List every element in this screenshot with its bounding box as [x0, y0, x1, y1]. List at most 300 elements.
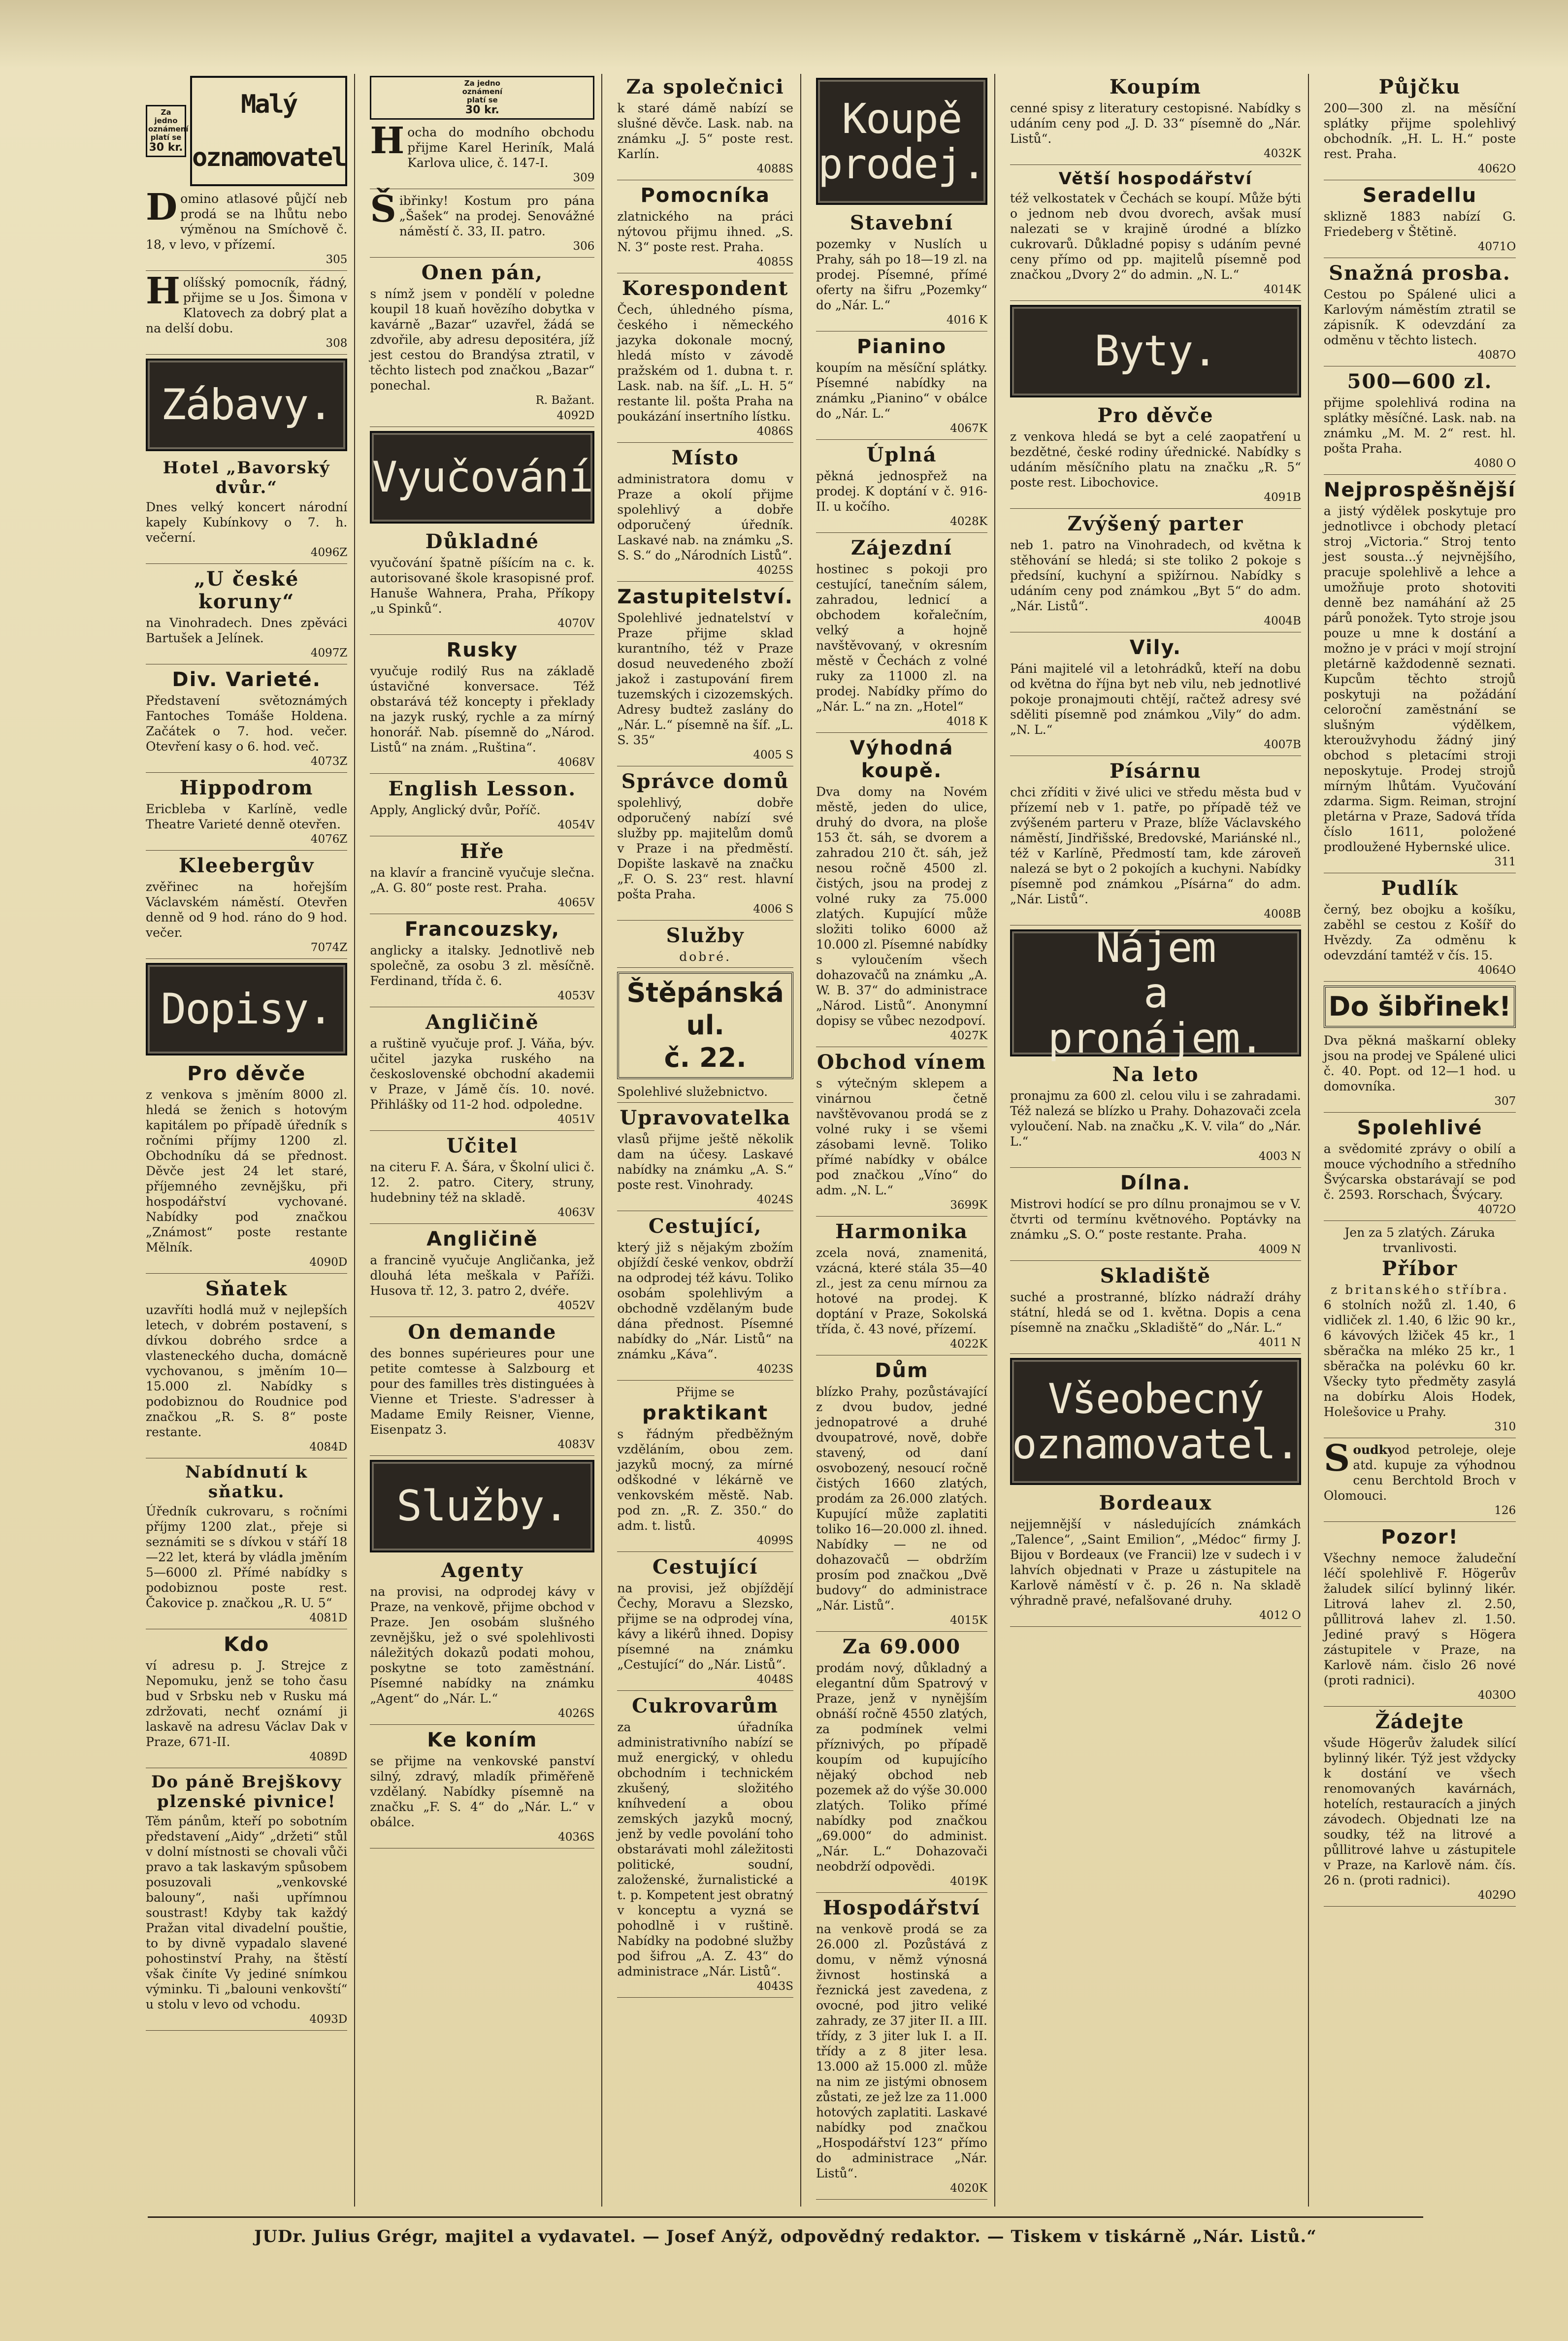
ad-heading: Písárnu [1109, 759, 1202, 783]
ad-body: des bonnes supérieures pour une petite comtesse à Salzbourg et pour des familles très distinguées à Vienne et Trieste. S'adresser à Madame Emily Reisner, Vienne, Eisenpatz 3. [370, 1346, 595, 1437]
ad-code: 4009 N [1258, 1243, 1301, 1256]
ad-code: 3699K [950, 1199, 987, 1212]
ad-code: 4084D [309, 1441, 348, 1453]
ad-code: 4053V [557, 989, 595, 1002]
ad-body: Všechny nemoce žaludeční léčí spolehlivě F. Högerův žaludek silící bylinný likér. Litrová lahev zl. 2.50, půllitrová lahev zl. 1.50. Jediné pravý s Högera zástupitele v Praze, na Karlově nám. čislo 26 nové (proti radnici). [1323, 1551, 1516, 1687]
column-5-ads [1010, 76, 1301, 1627]
ad-heading: Upravovatelka [620, 1106, 791, 1129]
ad-body: přijme spolehlivá rodina na splátky měsíčné. Lask. nab. na známku „M. M. 2“ rest. hl. pošta Praha. [1323, 396, 1516, 456]
classified-ad [370, 1321, 594, 1456]
ad-body: ibřinky! Kostum pro pána „Šašek“ na prodej. Senovážné náměstí č. 33, II. patro. [399, 194, 595, 238]
ad-code: 305 [326, 253, 348, 266]
ad-body: Dva pěkná maškarní obleky jsou na prodej ve Spálené ulici č. 40. Popt. od 12—1 hod. u domovníka. [1323, 1033, 1516, 1093]
ad-body: prodám nový, důkladný a elegantní dům Spatrový v Praze, jenž v nynějším obnáší ročně 4550 zlatých, za podmínek velmi příznivých, po případě koupím od kupujícího nějaký obchod neb pozemek až do výše 30.000 zlatých. Toliko přímé nabídky pod značkou „69.000“ do administ. „Nár. L.“ Dohazovači neobdrží odpovědi. [816, 1661, 987, 1874]
section-line: pronájem. [1047, 1014, 1264, 1062]
ad-body: 6 stolních nožů zl. 1.40, 6 vidliček zl. 1.40, 6 lžic 90 kr., 6 kávových lžiček 45 kr., 1 sběračka na mléko 25 kr., 1 sběračka na polévku 60 kr. Všecky tyto předměty zasylá na dobírku Alois Hodek, Holešovice u Prahy. [1323, 1298, 1516, 1419]
ad-heading: Korespondent [622, 277, 789, 300]
ad-heading: praktikant [642, 1402, 769, 1424]
classified-ad [1010, 1172, 1301, 1261]
classified-ad [1010, 636, 1301, 756]
ad-code: 4090D [309, 1256, 348, 1269]
ad-body: Apply, Anglický dvůr, Poříč. [370, 803, 541, 817]
ad-body: uzavříti hodlá muž v nejlepších letech, v dobrém postavení, s dívkou dobrého srdce a vlasteneckého ducha, domácně vychovanou, s jměním 10—15.000 zl. Nabídky s podobiznou do Roudnice pod značkou „R. S. 8“ poste restante. [146, 1303, 348, 1439]
ad-code: 4015K [950, 1614, 987, 1627]
section-header-najem [1010, 923, 1301, 1062]
ad-code: 4067K [950, 422, 987, 435]
ad-code: 4096Z [310, 546, 348, 559]
ad-body: na venkově prodá se za 26.000 zl. Pozůstává z domu, v němž výnosná živnost hostinská a řeznická jest zavedena, z ovocné, pod jitro veliké zahrady, ze 37 jiter II. a III. třídy, z 3 jiter luk I. a II. třídy a z 8 jiter lesa. 13.000 až 15.000 zl. může na nim ze jistými obnosem zůstati, ze jež lze za 11.000 hotových zaplatiti. Laskavé nabídky pod značkou „Hospodářství 123“ přímo do administrace „Nár. Listů“. [816, 1922, 987, 2180]
ad-heading: Pro děvče [1097, 404, 1214, 427]
ad-body: na klavír a francině vyučuje slečna. „A. G. 80“ poste rest. Praha. [370, 865, 595, 895]
classified-ad [370, 639, 594, 774]
ad-heading: Správce domů [621, 770, 789, 793]
ad-body: s nímž jsem v pondělí v poledne koupil 18 kuaň hovězího dobytka v kavárně „Bazar“ uzavřel, žádá se zdvořile, aby adresu depositéra, jíž jest cestou do Brandýsa ztratil, v těchto listech pod značkou „Bazar“ ponechal. [370, 287, 595, 393]
ad-code: 4086S [756, 425, 793, 438]
ad-body: Představení světoznámých Fantoches Tomáše Holdena. Začátek o 7. hod. večer. Otevření kasy o 6. hod. več. [146, 693, 348, 754]
section-line: Nájem [1096, 923, 1215, 972]
classified-ad [617, 1215, 793, 1381]
classified-ad [1324, 370, 1516, 475]
ad-heading: Dílna. [1120, 1172, 1191, 1194]
classified-ad [816, 335, 987, 440]
classified-ad [146, 270, 348, 355]
classified-ad [146, 568, 347, 664]
ad-signature: R. Bažant. [535, 394, 595, 407]
classified-ad [816, 212, 987, 331]
classified-ad [146, 777, 347, 851]
classified-ad [816, 1051, 987, 1217]
classified-ad [617, 972, 793, 1103]
ad-body: ocha do modního obchodu přijme Karel Heriník, Malá Karlova ulice, č. 147-I. [407, 125, 595, 170]
classified-ad [370, 188, 595, 258]
classified-ad [1324, 262, 1516, 366]
ad-code: 4071O [1477, 240, 1516, 253]
ad-body: z venkova s jměním 8000 zl. hledá se ženich s hotovým kapitálem po případě úředník s ročními příjmy 1200 zl. Obchodníku dá se přednost. Děvče jest 24 let staré, příjemného zevnějšku, při hospodářství vychované. Nabídky pod značkou „Známost“ poste restante Mělník. [146, 1088, 348, 1254]
column-4 [813, 74, 995, 2207]
classified-ad [1323, 1437, 1516, 1522]
section-header-vseobecny [1010, 1358, 1301, 1485]
ad-heading: Úplná [866, 443, 937, 466]
classified-ad [370, 1228, 594, 1317]
ad-heading: Spolehlivé [1357, 1117, 1483, 1139]
ad-code: 4020K [950, 2182, 987, 2195]
ad-code: 4072O [1477, 1203, 1516, 1216]
classified-ad [370, 530, 594, 635]
classifieds-banner [146, 76, 347, 186]
ad-code: 7074Z [310, 941, 348, 954]
ad-heading: Seradellu [1362, 184, 1477, 207]
ad-code: 4065V [557, 896, 595, 909]
ad-code: 4088S [756, 163, 793, 175]
classified-ad [617, 447, 793, 582]
ad-body: Těm pánům, kteří po sobotním představení „Aidy“ „držeti“ stůl v dolní místnosti se chovali vůči pravo a tak laskavým spůsobem posuzovali „venkovské balouny“, naši upřímnou soustrast! Kdyby tak každý Pražan vital divadelní pouštie, to by divně vypadalo slavené pohostinství Prahy, na štěstí však činíte Vy jediné snímkou výminku. Ti „balouni venkovští“ u stolu v levo od vchodu. [146, 1814, 348, 2011]
ad-heading: Půjčku [1378, 75, 1461, 99]
classified-ad [1010, 1063, 1301, 1168]
ad-heading: Hotel „Bavorský dvůr.“ [163, 458, 330, 497]
classified-ad [1324, 184, 1516, 258]
banner-note-line: oznámení [148, 125, 189, 133]
ad-heading: Div. Varieté. [172, 668, 321, 691]
ad-body: z venkova hledá se byt a celé zaopatření u bezdětné, české rodiny úřednické. Nabídky s udáním měsíčního platu na značku „R. 5“ poste rest. Libochovice. [1010, 429, 1301, 490]
ad-heading: Bordeaux [1099, 1491, 1212, 1515]
ad-code: 4012 O [1259, 1609, 1301, 1622]
classified-ad [617, 1107, 793, 1211]
classified-ad [816, 1359, 987, 1632]
imprint-footer: JUDr. Julius Grégr, majitel a vydavatel. — Josef Anýž, odpovědný redaktor. — Tiskem v tiskárně „Nár. Listů.“ [148, 2216, 1423, 2246]
ad-body: na citeru F. A. Šára, v Školní ulici č. 12. 2. patro. Citery, struny, hudebniny též na skladě. [370, 1160, 595, 1205]
ad-code: 4097Z [310, 647, 348, 659]
ad-code: 4032K [1264, 147, 1301, 160]
classified-ad [1010, 760, 1301, 925]
ad-body: 200—300 zl. na měsíční splátky přijme spolehlivý obchodník. „H. L. H.“ poste rest. Praha. [1323, 101, 1516, 161]
ad-heading: Zvýšený parter [1067, 512, 1244, 535]
ad-code: 307 [1494, 1095, 1516, 1108]
ad-heading: Za společnici [626, 75, 784, 99]
section-header-zabavy: Zábavy. [146, 359, 347, 451]
section-line: Všeobecný [1047, 1375, 1264, 1423]
ad-code: 4076Z [310, 833, 348, 846]
ad-heading: Učitel [446, 1134, 519, 1157]
ad-heading: Pozor! [1381, 1526, 1459, 1549]
classified-ad [1324, 76, 1516, 180]
column-3-ads [617, 76, 793, 1998]
ad-preline: Jen za 5 zlatých. Záruka trvanlivosti. [1344, 1225, 1495, 1255]
ad-body: Spolehlivé jednatelství v Praze přijme sklad kurantního, též v Praze dosud neuvedeného zboží jakož i zastupování firem tuzemských i cizozemských. Adresy budtež zaslány do „Nár. L.“ písemně na šíf. „L. S. 35“ [617, 611, 793, 747]
classified-ad [617, 1556, 793, 1691]
box-line: Štěpánská ul. [626, 977, 784, 1041]
ad-code: 4023S [756, 1363, 793, 1376]
ad-heading: Francouzsky, [404, 918, 560, 941]
classified-ad [1324, 1117, 1516, 1221]
ad-body: anglicky a italsky. Jednotlivě neb společně, za osobu 3 zl. měsíčně. Ferdinand, třída č. 6. [370, 943, 595, 988]
column-3 [614, 74, 801, 2207]
ad-code: 4081D [309, 1612, 348, 1624]
section-line: oznamovatel. [1012, 1420, 1299, 1468]
classified-ad [1324, 1526, 1516, 1707]
ad-body: suché a prostranné, blízko nádraží dráhy státní, hledá se od 1. května. Dopis a cena písemně na značku „Skladiště“ do „Nár. L.“ [1010, 1290, 1301, 1335]
classified-ad [370, 120, 595, 189]
classified-ad [1324, 1711, 1516, 1907]
column-1 [143, 74, 355, 2207]
classified-ad [370, 1729, 594, 1848]
classified-ad [146, 1062, 347, 1274]
ad-code: 4022K [950, 1338, 987, 1351]
ad-code: 4048S [756, 1673, 793, 1686]
classified-ad [1324, 1225, 1516, 1438]
ad-code: 4092D [556, 409, 595, 422]
ad-body: Spolehlivé služebnictvo. [617, 1085, 768, 1099]
ad-body: na Vinohradech. Dnes zpěváci Bartušek a Jelínek. [146, 616, 348, 645]
ad-code: 4006 S [753, 903, 793, 916]
ad-code: 4036S [558, 1831, 595, 1844]
ad-body: nejjemnější v následujících známkách „Talence“, „Saint Emilion“, „Médoc“ firmy J. Bijou v Bordeaux (ve Francii) lze v sudech i v lahvích objednati v Praze u zástupitele na Karlově náměstí v č. p. 26 n. Na skladě výhradně pravé, nefalšované druhy. [1010, 1517, 1301, 1608]
ad-body: s řádným předběžným vzděláním, obou zem. jazyků mocný, za mírné odškodné v lékárně ve venkovském městě. Nab. pod zn. „R. Z. 350.“ do adm. t. listů. [617, 1427, 793, 1533]
classified-ad [1010, 513, 1301, 632]
banner-note-line: platí se [467, 96, 498, 104]
classified-ad [146, 1278, 347, 1458]
ad-code: 4019K [950, 1875, 987, 1888]
drop-initial: D [146, 186, 178, 229]
classified-ad [617, 277, 793, 443]
ad-body: olíšský pomocník, řádný, přijme se u Jos. Šimona v Klatovech za dobrý plat a na delší dobu. [146, 275, 348, 335]
ad-body: černý, bez obojku a košíku, zaběhl se cestou z Košíř do Hvězdy. Za odměnu k odevzdání tamtéž v čís. 15. [1323, 902, 1516, 962]
ad-heading: Rusky [446, 639, 519, 661]
classified-ad [370, 1011, 594, 1131]
banner-note-line: Za jedno [154, 108, 178, 125]
ad-heading: Žádejte [1375, 1710, 1465, 1733]
ad-body: pronajmu za 600 zl. celou vilu i se zahradami. Též nalezá se blízko u Prahy. Dohazovači zcela vyloučení. Nab. na značku „K. V. vila“ do „Nár. L.“ [1010, 1088, 1301, 1149]
section-header-koupe-prodej [816, 78, 987, 205]
classified-ad [816, 537, 987, 733]
ad-body: se přijme na venkovské panství silný, zdravý, mladík přiměřeně vzdělaný. Nabídky písemně na značku „F. S. 4“ do „Nár. L.“ v obálce. [370, 1754, 595, 1829]
ad-code: 4089D [309, 1750, 348, 1763]
ad-code: 4027K [950, 1029, 987, 1042]
ad-code: 4004B [1264, 615, 1301, 627]
ad-code: 4068V [557, 756, 595, 769]
section-line: prodej. [817, 140, 985, 188]
classified-ad [370, 1135, 594, 1224]
ad-code: 4099S [756, 1534, 793, 1547]
classified-ad [1010, 1492, 1301, 1627]
classified-ad [146, 668, 347, 773]
column-5 [1007, 74, 1309, 2207]
ad-code: 4051V [557, 1113, 595, 1126]
banner-title: Malý oznamovatel [190, 76, 347, 186]
ad-body: na provisi, jež objíždějí Čechy, Moravu a Slezsko, přijme se na odprodej vína, kávy a likérů ihned. Dopisy písemné na známku „Cestující“ do „Nár. Listů“. [617, 1581, 793, 1672]
ad-code: 310 [1494, 1420, 1516, 1433]
ad-heading: Koupím [1109, 75, 1202, 99]
ad-code: 4093D [309, 2013, 348, 2026]
ad-heading: Nabídnutí k sňatku. [185, 1462, 308, 1502]
ad-body: zlatnického na práci nýtovou přijmu ihned. „S. N. 3“ poste rest. Praha. [617, 209, 793, 254]
ad-heading: Místo [671, 446, 739, 469]
ad-heading: Vily. [1129, 636, 1182, 659]
classified-ad [816, 1636, 987, 1893]
ad-body: za úřadníka administrativního nabízí se muž energický, v ohledu obchodním i technickém zkušený, složitého kníhvedení a obou zemských jazyků mocný, jenž by vedle povolání toho obstarávati mohl záležitosti politické, soudní, založenské, žurnalistické a t. p. Kompetent jest obratný v konceptu a vyzná se pohodlně i v ruštině. Nabídky na podobné služby pod šifrou „A. Z. 43“ do administrace „Nár. Listů“. [617, 1720, 793, 1978]
ad-heading: Hře [460, 840, 505, 863]
ad-body: a svědomité zprávy o obilí a mouce východního a středního Švýcarska obstarávají se pod č. 2593. Rorschach, Švýcary. [1323, 1142, 1516, 1202]
page-edge-shadow [0, 0, 1568, 69]
ad-heading: Důkladné [425, 530, 539, 553]
ad-code: 4062O [1477, 163, 1516, 175]
ad-heading: Větší hospodářství [1058, 169, 1253, 189]
banner-price-right [370, 76, 594, 120]
classified-columns [143, 74, 1516, 2207]
ad-code: 4007B [1264, 738, 1301, 751]
ad-heading: Výhodná koupě. [849, 737, 954, 782]
ad-body: blízko Prahy, pozůstávající z dvou budov, jedné jednopatrové a druhé dvoupatrové, nově, dobře stavený, od daní osvobozený, nesoucí ročně čistých 1660 zlatých, prodám za 26.000 zlatých. Kupující může zaplatiti toliko 16—20.000 zl. ihned. Nabídky — ne od dohazovačů — obdržím prosím pod značkou „Dvě budovy“ do administrace „Nár. Listů“. [816, 1385, 987, 1613]
ad-body: Dnes velký koncert národní kapely Kubínkovy o 7. h. večerní. [146, 500, 348, 545]
classified-ad [1324, 479, 1516, 873]
ad-heading: Hospodářství [822, 1896, 981, 1919]
ad-body: administratora domu v Praze a okolí přijme spolehlivý a dobře odporučený úředník. Laskavé nab. na známku „S. S. S.“ do „Národních Listů“. [617, 472, 793, 562]
ad-boxed-heading [1324, 986, 1516, 1028]
classified-ad [370, 918, 594, 1007]
ad-heading: Onen pán, [421, 261, 543, 284]
ad-subheading: dobré. [679, 950, 732, 964]
banner-price: 30 kr. [149, 141, 183, 154]
classified-ad [617, 76, 793, 180]
section-line: a [1143, 969, 1168, 1017]
classified-ad [146, 458, 347, 564]
ad-body: Cestou po Spálené ulici a Karlovým náměstím ztratil se zápisník. K odevzdání za odměnu v těchto listech. [1323, 287, 1516, 347]
ad-body: Ericbleba v Karlíně, vedle Theatre Varieté denně otevřen. [146, 802, 348, 831]
ad-heading: Obchod vínem [817, 1051, 987, 1074]
ad-heading: Cestující, [648, 1215, 762, 1238]
ad-code: 4052V [557, 1299, 595, 1312]
ad-code: 4043S [756, 1980, 793, 1993]
ad-body: od petroleje, oleje atd. kupuje za výhodnou cenu Berchtold Broch v Olomouci. [1323, 1443, 1516, 1503]
ad-body: pozemky v Nuslích u Prahy, sáh po 18—19 zl. na prodej. Písemné, přímé oferty na šifru „Pozemky“ do „Nár. L.“ [816, 237, 987, 312]
ad-heading: Služby [666, 924, 745, 947]
classified-ad [146, 855, 347, 959]
column-4-ads [816, 212, 987, 2200]
ad-code: 308 [326, 337, 348, 350]
classifieds-banner-right [370, 76, 594, 120]
ad-code: 4014K [1264, 283, 1301, 296]
ad-code: 4005 S [753, 749, 793, 761]
section-line: Koupě [842, 95, 962, 143]
classified-ad [617, 770, 793, 921]
ad-body: chci zříditi v živé ulici ve středu města bud v přízemí neb v 1. patře, po případě též ve zvýšeném parteru v Praze, blíže Václavského náměstí, Jindřišské, Bredovské, Mariánské nl., též v Karlíně, Předmostí tam, kde zároveň nalezá se byt o 2 pokojích a kuchyni. Nabídky písemně pod známkou „Písárna“ do adm. „Nár. Listů“. [1010, 785, 1301, 906]
classified-ad [146, 1772, 347, 2031]
ad-body: vyučuje rodilý Rus na základě ústavičné konversace. Též obstarává též koncepty i překlady na jazyk ruský, rychle a za mírný honorář. Nab. písemně do „Národ. Listů“ na znám. „Ruština“. [370, 664, 595, 755]
ad-heading: On demande [408, 1320, 557, 1344]
drop-initial: H [370, 120, 405, 162]
classified-ad [146, 1633, 347, 1768]
ad-heading: 500—600 zl. [1347, 370, 1493, 393]
ad-code: 4083V [557, 1438, 595, 1451]
ad-heading: Pianino [856, 335, 947, 358]
ad-body: hostinec s pokoji pro cestující, tanečním sálem, zahradou, lednicí a obchodem kořalečním, velký a hojně navštěvovaný, v okresním městě v Čechách z volné ruky za 11000 zl. na prodej. Nabídky přímo do „Nár. L.“ na zn. „Hotel“ [816, 562, 987, 714]
ad-body: na provisi, na odprodej kávy v Praze, na venkově, přijme obchod v Praze. Jen osobám slušného zevnějšku, jež o své spolehlivosti náležitých dokazů podati mohou, poskytne se toto zaměstnání. Písemné nabídky na známku „Agent“ do „Nár. L.“ [370, 1584, 595, 1706]
classified-ad [816, 444, 987, 533]
ad-heading: Do páně Brejškovy plzenské pivnice! [151, 1772, 342, 1812]
ad-code: 4024S [756, 1193, 793, 1206]
ad-body: Mistrovi hodící se pro dílnu pronajmou se v V. čtvrti od termínu květnového. Poptávky na známku „S. O.“ poste restante. Praha. [1010, 1197, 1301, 1242]
ad-body: cenné spisy z literatury cestopisné. Nabídky s udáním ceny pod „J. D. 33“ písemně do „Nár. Listů“. [1010, 101, 1301, 146]
ad-code: 309 [573, 171, 595, 184]
section-header-byty: Byty. [1010, 305, 1301, 397]
classified-ad [816, 1897, 987, 2200]
ad-code: 4063V [557, 1206, 595, 1219]
banner-price: 30 kr. [465, 104, 499, 116]
ad-body: vlasů přijme ještě několik dam na účesy. Laskavé nabídky na známku „A. S.“ poste rest. Vinohrady. [617, 1132, 793, 1192]
ad-heading: Na leto [1112, 1063, 1199, 1086]
ad-heading: Cukrovarům [632, 1694, 779, 1717]
ad-code: 4070V [557, 617, 595, 630]
ad-code: 4029O [1477, 1889, 1516, 1902]
ad-code: 4011 N [1258, 1336, 1301, 1349]
ad-heading: Kleebergův [178, 854, 315, 877]
ad-heading: Angličině [425, 1011, 539, 1034]
banner-note-line: oznámení [462, 87, 503, 96]
ad-body: všude Högerův žaludek silící bylinný likér. Týž jest vždycky k dostání ve všech renomovaných kavárnách, hotelích, restauracích a jiných závodech. Objednati lze na soudky, též na litrové a půllitrové lahve u zástupitele v Praze, na Karlově nám. čís. 26 n. (proti radnici). [1323, 1736, 1516, 1887]
ad-code: 4018 K [946, 715, 987, 728]
ad-heading: Cestující [652, 1555, 758, 1579]
ad-body: zvěřinec na hořejším Václavském náměstí. Otevřen denně od 9 hod. ráno do 9 hod. večer. [146, 880, 348, 940]
classified-ad [1324, 877, 1516, 982]
column-6 [1321, 74, 1523, 2207]
banner-note-line: Za jedno [464, 79, 500, 88]
ad-heading: Příbor [1382, 1257, 1458, 1280]
ad-body: omino atlasové půjčí neb prodá se na lhůtu nebo výměnou na Smíchově č. 18, v levo, v přízemí. [146, 192, 348, 252]
classified-ad [370, 840, 594, 914]
ad-body: a ruštině vyučuje prof. J. Váňa, býv. učitel jazyka ruského na československé obchodní akademii v Praze, v Jámě čís. 10. nové. Přihlášky od 11-2 hod. odpoledne. [370, 1036, 595, 1112]
ad-code: 4091B [1264, 491, 1301, 504]
ad-body: zcela nová, znamenitá, vzácná, které stála 35—40 zl., jest za cenu mírnou za hotové na prodej. K doptání v Praze, Sokolská třída, č. 43 nové, přízemí. [816, 1246, 987, 1336]
ad-code: 4025S [756, 564, 793, 577]
classified-ad [1010, 169, 1301, 301]
ad-body: koupím na měsíční splátky. Písemné nabídky na známku „Pianino“ v obálce do „Nár. L.“ [816, 361, 987, 421]
ad-heading: Zastupitelství. [617, 586, 793, 608]
ad-heading: Ke koním [427, 1729, 538, 1751]
ad-body: který již s nějakým zbožím objíždí české venkov, obdrží na odprodej též kávu. Toliko osobám spolehlivým a obchodně vzdělaným bude dána přednost. Písemné nabídky do „Nár. Listů“ na známku „Káva“. [617, 1240, 793, 1361]
ad-body: pěkná jednospřež na prodej. K doptání v č. 916-II. u kočího. [816, 469, 987, 514]
ad-heading: Kdo [224, 1633, 270, 1656]
ad-boxed-heading [617, 972, 793, 1079]
ad-body: s výtečným sklepem a vinárnou četně navštěvovanou prodá se z volné ruky i se všemi zásobami levně. Toliko přímé nabídky v obálce pod značkou „Víno“ do adm. „N. L.“ [816, 1076, 987, 1197]
ad-body: a francině vyučuje Angličanka, jež dlouhá léta meškala v Paříži. Husova tř. 12, 3. patro 2, dvéře. [370, 1253, 595, 1298]
section-header-vyucovani: Vyučování [370, 431, 594, 524]
ad-heading: Harmonika [835, 1220, 968, 1243]
ad-preline: Přijme se [676, 1385, 735, 1399]
ad-code: 126 [1494, 1504, 1516, 1517]
ad-body: neb 1. patro na Vinohradech, od května k stěhování se hledá; si ste toliko 2 pokoje s předsíní, kuchyní a spižírnou. Nabídky s udáním ceny pod známkou „Byt 5“ do adm. „Nár. Listů“. [1010, 538, 1301, 613]
classified-ad [1010, 404, 1301, 509]
ad-code: 4064O [1477, 964, 1516, 977]
ad-heading: Angličině [426, 1228, 538, 1251]
classified-ad [370, 778, 594, 836]
ad-heading: „U české koruny“ [194, 567, 299, 613]
ad-body: Dva domy na Novém městě, jeden do ulice, druhý do dvora, na ploše 153 čt. sáh, se dvorem a zahradou 210 čt. sáh, jež nesou ročně 4500 zl. čistých, jsou na prodej z volné ruky za 75.000 zlatých. Kupující může složiti toliko 6000 až 10.000 zl. Písemné nabídky s vyloučením všech dohazovačů na známku „A. W. B. 37“ do administrace „Národ. Listů“. Anonymní dopisy se vůbec nezodpoví. [816, 785, 987, 1028]
section-header-sluzby: Služby. [370, 1460, 594, 1552]
ad-code: 4008B [1264, 908, 1301, 921]
ad-heading: Zájezdní [850, 536, 952, 560]
classified-ad [1324, 986, 1516, 1113]
ad-body: k staré dámě nabízí se slušné děvče. Lask. nab. na známku „J. 5“ poste rest. Karlín. [617, 101, 793, 161]
ad-heading: Pro děvče [187, 1062, 306, 1085]
classified-ad [146, 1462, 347, 1629]
column-2-ads [370, 120, 595, 1848]
ad-heading: Dům [875, 1359, 929, 1382]
ad-code: 4087O [1477, 349, 1516, 362]
ad-subheading: z britanského stříbra. [1331, 1283, 1509, 1297]
box-line: Do šibřinek! [1328, 991, 1511, 1022]
ad-heading: Nejprospěšnější [1323, 479, 1516, 501]
ad-heading: Hippodrom [179, 776, 314, 799]
ad-body: ví adresu p. J. Strejce z Nepomuku, jenž se toho času bud v Srbsku neb v Rusku má zdržovati, nechť oznámí ji laskavě na adresu Václav Dak v Praze, 671-II. [146, 1658, 348, 1749]
box-line: č. 22. [664, 1042, 747, 1073]
classified-ad [617, 586, 793, 766]
classified-ad [617, 184, 793, 273]
ad-body: Páni majitelé vil a letohrádků, kteří na dobu od května do října byt neb vilu, neb jednotlivé pokoje pronajmouti chtějí, račtež adresy své sděliti písemně pod známkou „Vily“ do adm. „N. L.“ [1010, 661, 1301, 737]
ad-body: též velkostatek v Čechách se koupí. Může býti o jednom neb dvou dvorech, avšak musí nalezati se v krajině úrodné a blízko cukrovarů. Důkladné popisy s udáním pevné ceny přímo od pp. majitelů písemně pod značkou „Dvory 2“ do admin. „N. L.“ [1010, 191, 1301, 282]
ad-body: Čech, úhledného písma, českého i německého jazyka dokonale mocný, hledá místo v závodě pražském od 1. dubna t. r. Lask. nab. na šíf. „L. H. 5“ restante lil. pošta Praha na poukázání insertního lístku. [617, 302, 793, 424]
banner-note-line: platí se [150, 133, 182, 142]
drop-initial: H [146, 270, 180, 312]
ad-body: spolehlivý, dobře odporučený nabízí své služby pp. majitelům domů v Praze i na předměstí. Dopište laskavě na značku „F. O. S. 23“ rest. hlavní pošta Praha. [617, 795, 793, 901]
ad-body: sklizně 1883 nabízí G. Friedeberg v Štětině. [1323, 209, 1516, 239]
drop-initial: Š [370, 188, 396, 231]
ad-body: Úředník cukrovaru, s ročními příjmy 1200 zlat., přeje si seznámiti se s dívkou v stáří 18—22 let, která by vládla jměním 5—6000 zl. Přímé nabídky s podobiznou poste rest. Čakovice p. značkou „R. U. 5“ [146, 1504, 348, 1610]
classified-ad [146, 186, 348, 271]
ad-code: 311 [1494, 856, 1516, 868]
ad-heading: Stavební [849, 211, 954, 234]
classified-ad [1010, 76, 1301, 165]
classified-ad [370, 1559, 594, 1725]
ad-code: 4054V [557, 819, 595, 831]
